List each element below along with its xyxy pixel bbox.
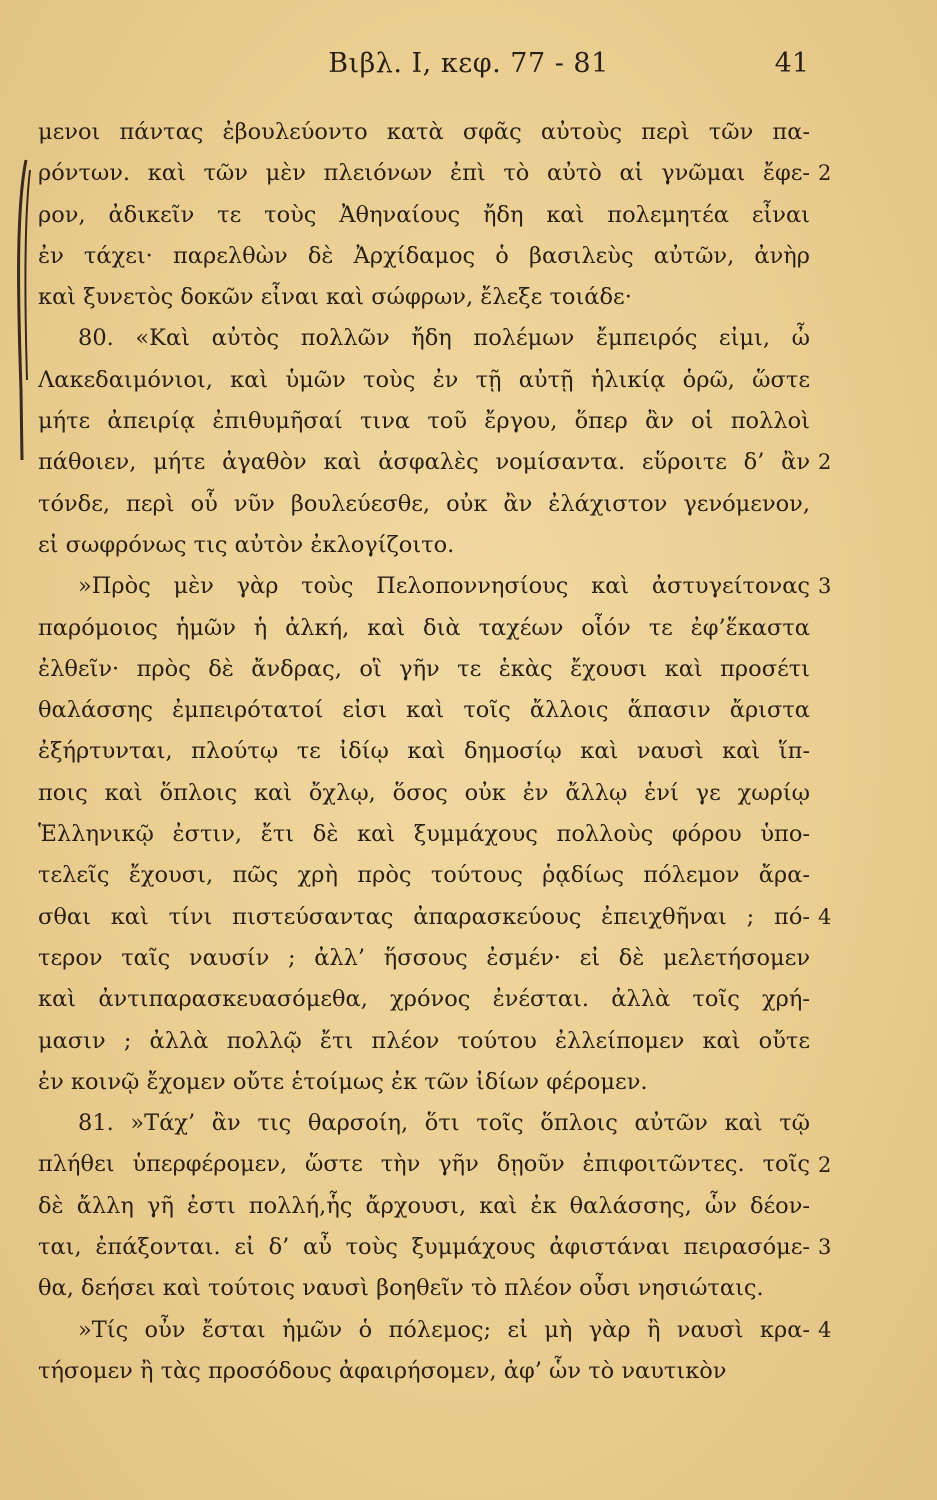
margin-number: 3 <box>818 1235 832 1260</box>
margin-number: 2 <box>818 161 832 186</box>
text-line: 80. «Καὶ αὐτὸς πολλῶν ἤδη πολέμων ἔμπειρός εἰμι, ὦ <box>78 325 810 352</box>
text-line: πλήθει ὑπερφέρομεν, ὥστε τὴν γῆν δῃοῦν ἐπιφοιτῶντες. τοῖς <box>38 1151 810 1178</box>
text-line: δὲ ἄλλη γῆ ἐστι πολλή,ἧς ἄρχουσι, καὶ ἐκ θαλάσσης, ὧν δέον- <box>38 1192 810 1219</box>
text-line: παρόμοιος ἡμῶν ἡ ἀλκή, καὶ διὰ ταχέων οἷόν τε ἐφ’ἕκαστα <box>38 614 810 641</box>
pencil-margin-mark <box>12 150 34 480</box>
text-line: τελεῖς ἔχουσι, πῶς χρὴ πρὸς τούτους ῥᾳδίως πόλεμον ἄρα- <box>38 862 810 889</box>
text-line: μενοι πάντας ἐβουλεύοντο κατὰ σφᾶς αὐτοὺς περὶ τῶν πα- <box>38 119 810 145</box>
text-line: ἐν τάχει· παρελθὼν δὲ Ἀρχίδαμος ὁ βασιλεὺς αὐτῶν, ἀνὴρ <box>38 242 810 269</box>
text-line: ἐν κοινῷ ἔχομεν οὔτε ἑτοίμως ἐκ τῶν ἰδίων φέρομεν. <box>38 1068 648 1095</box>
text-line: τερον ταῖς ναυσίν ; ἀλλ’ ἥσσους ἐσμέν· εἰ δὲ μελετήσομεν <box>38 944 810 971</box>
text-line: μασιν ; ἀλλὰ πολλῷ ἔτι πλέον τούτου ἐλλείπομεν καὶ οὔτε <box>38 1027 810 1054</box>
running-head <box>0 48 937 88</box>
text-line: σθαι καὶ τίνι πιστεύσαντας ἀπαρασκεύους ἐπειχθῆναι ; πό- <box>38 903 810 930</box>
text-line: θαλάσσης ἐμπειρότατοί εἰσι καὶ τοῖς ἄλλοις ἅπασιν ἄριστα <box>38 697 810 724</box>
text-line: πάθοιεν, μήτε ἀγαθὸν καὶ ἀσφαλὲς νομίσαντα. εὕροιτε δ’ ἂν <box>38 449 810 476</box>
text-line: τήσομεν ἢ τὰς προσόδους ἀφαιρήσομεν, ἀφ’ ὧν τὸ ναυτικὸν <box>38 1357 727 1384</box>
text-line: τόνδε, περὶ οὗ νῦν βουλεύεσθε, οὐκ ἂν ἐλάχιστον γενόμενον, <box>38 490 810 517</box>
text-line: θα, δεήσει καὶ τούτοις ναυσὶ βοηθεῖν τὸ πλέον οὖσι νησιώταις. <box>38 1275 764 1302</box>
text-line: ται, ἐπάξονται. εἰ δ’ αὖ τοὺς ξυμμάχους ἀφιστάναι πειρασόμε- <box>38 1234 810 1261</box>
margin-number: 2 <box>818 1152 832 1177</box>
text-line: »Πρὸς μὲν γὰρ τοὺς Πελοποννησίους καὶ ἀστυγείτονας <box>78 573 810 600</box>
text-line: καὶ ξυνετὸς δοκῶν εἶναι καὶ σώφρων, ἔλεξε τοιάδε· <box>38 284 632 311</box>
text-line: ρον, ἀδικεῖν τε τοὺς Ἀθηναίους ἤδη καὶ πολεμητέα εἶναι <box>38 201 810 228</box>
margin-number: 4 <box>818 904 832 929</box>
text-line: ποις καὶ ὅπλοις καὶ ὄχλῳ, ὅσος οὐκ ἐν ἄλλῳ ἑνί γε χωρίῳ <box>38 779 810 806</box>
text-line: καὶ ἀντιπαρασκευασόμεθα, χρόνος ἐνέσται. ἀλλὰ τοῖς χρή- <box>38 986 810 1013</box>
text-line: ἐλθεῖν· πρὸς δὲ ἄνδρας, οἳ γῆν τε ἑκὰς ἔχουσι καὶ προσέτι <box>38 655 810 682</box>
text-line: »Τίς οὖν ἔσται ἡμῶν ὁ πόλεμος; εἰ μὴ γὰρ ἢ ναυσὶ κρα- <box>78 1316 810 1343</box>
text-line: ἐξήρτυνται, πλούτῳ τε ἰδίῳ καὶ δημοσίῳ καὶ ναυσὶ καὶ ἵπ- <box>38 738 810 765</box>
margin-number: 2 <box>818 450 832 475</box>
running-head-title: Βιβλ. Ι, κεφ. 77 - 81 <box>328 48 609 79</box>
text-line: εἰ σωφρόνως τις αὐτὸν ἐκλογίζοιτο. <box>38 531 455 558</box>
text-line: μήτε ἀπειρίᾳ ἐπιθυμῆσαί τινα τοῦ ἔργου, ὅπερ ἂν οἱ πολλοὶ <box>38 408 810 435</box>
page-number: 41 <box>774 48 809 79</box>
margin-number: 4 <box>818 1317 832 1342</box>
text-line: 81. »Τάχ’ ἂν τις θαρσοίη, ὅτι τοῖς ὅπλοις αὐτῶν καὶ τῷ <box>78 1110 810 1137</box>
margin-number: 3 <box>818 574 832 599</box>
body-text <box>38 112 810 1392</box>
text-line: ρόντων. καὶ τῶν μὲν πλειόνων ἐπὶ τὸ αὐτὸ αἱ γνῶμαι ἔφε- <box>38 160 810 187</box>
text-line: Λακεδαιμόνιοι, καὶ ὑμῶν τοὺς ἐν τῇ αὐτῇ ἡλικίᾳ ὁρῶ, ὥστε <box>38 366 810 393</box>
text-line: Ἑλληνικῷ ἐστιν, ἔτι δὲ καὶ ξυμμάχους πολλοὺς φόρου ὑπο- <box>38 821 810 848</box>
